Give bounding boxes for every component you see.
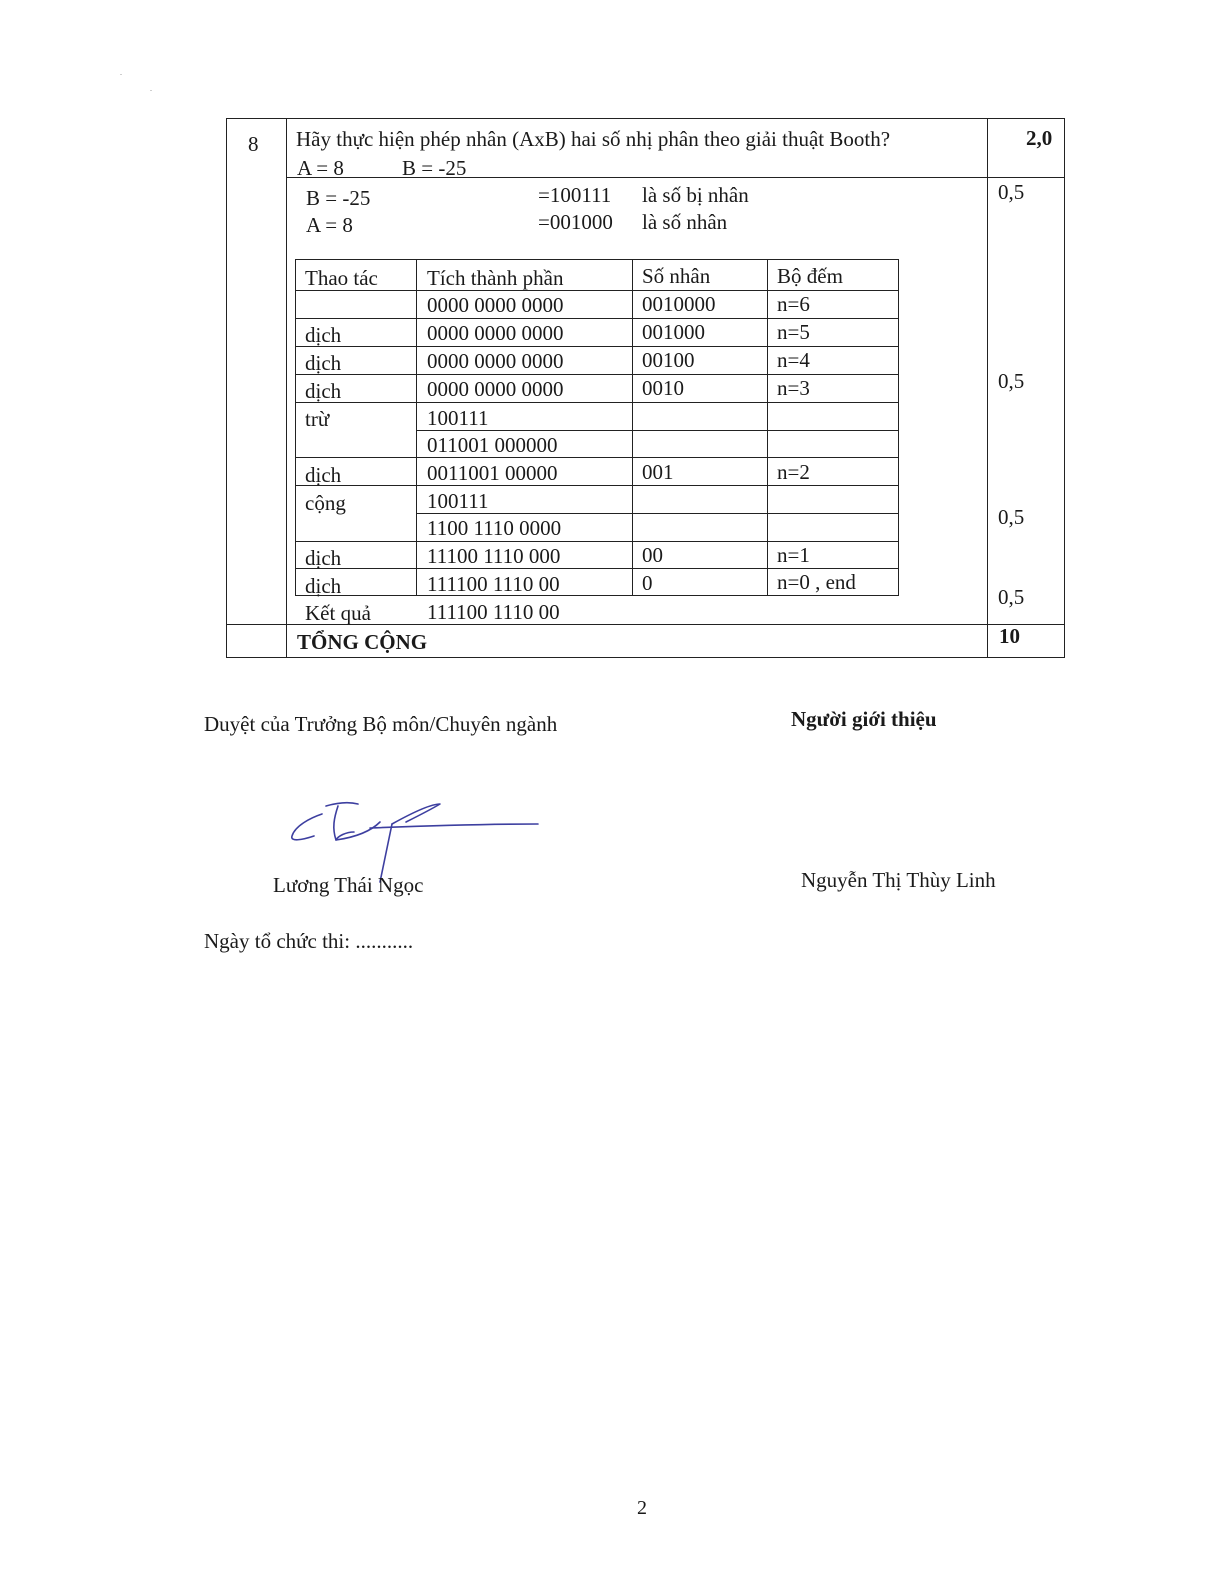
booth-cell: n=4 (777, 348, 810, 372)
setup-a-binary: =001000 (538, 210, 613, 234)
booth-cell: 00 (642, 543, 663, 567)
booth-cell: 0010 (642, 376, 684, 400)
setup-a-desc: là số nhân (642, 210, 728, 234)
introducer-name: Nguyễn Thị Thùy Linh (801, 868, 996, 892)
question-prompt: Hãy thực hiện phép nhân (AxB) hai số nhị phân theo giải thuật Booth? (296, 127, 891, 151)
booth-row-line (295, 568, 899, 569)
booth-col-divider (632, 259, 633, 596)
setup-b-binary: =100111 (538, 183, 612, 207)
introducer-title: Người giới thiệu (791, 707, 937, 731)
booth-cell: trừ (305, 407, 330, 431)
setup-b-label: B = -25 (306, 186, 371, 210)
table-divider (987, 118, 988, 658)
setup-b-desc: là số bị nhân (642, 183, 749, 207)
result-value: 111100 1110 00 (427, 600, 560, 624)
booth-row-line (295, 457, 899, 458)
booth-row-line (295, 485, 899, 486)
score-2: 0,5 (998, 369, 1025, 393)
table-divider (286, 118, 287, 658)
booth-col-divider (416, 259, 417, 596)
total-value: 10 (999, 624, 1020, 648)
booth-cell: n=3 (777, 376, 810, 400)
booth-cell: 001000 (642, 320, 705, 344)
booth-cell: n=0 , end (777, 570, 856, 594)
booth-cell: n=1 (777, 543, 810, 567)
score-1: 0,5 (998, 180, 1025, 204)
booth-cell: 1100 1110 0000 (427, 516, 562, 540)
approver-name: Lương Thái Ngọc (273, 873, 424, 897)
booth-header: Tích thành phần (427, 266, 564, 290)
booth-cell: 0 (642, 571, 653, 595)
booth-row-line (416, 430, 899, 431)
page-number: 2 (637, 1497, 647, 1519)
booth-header: Bộ đếm (777, 264, 843, 288)
booth-cell: dịch (305, 546, 342, 570)
booth-col-divider (767, 259, 768, 596)
booth-cell: dịch (305, 463, 342, 487)
booth-row-line (295, 541, 899, 542)
booth-cell: n=2 (777, 460, 810, 484)
booth-cell: dịch (305, 574, 342, 598)
booth-cell: 011001 000000 (427, 433, 558, 457)
booth-row-line (295, 402, 899, 403)
booth-header: Thao tác (305, 266, 378, 290)
question-number: 8 (248, 132, 259, 156)
booth-cell: cộng (305, 491, 346, 515)
booth-cell: n=6 (777, 292, 810, 316)
booth-cell: 0000 0000 0000 (427, 377, 564, 401)
booth-cell: dịch (305, 351, 342, 375)
booth-cell: 0000 0000 0000 (427, 321, 564, 345)
score-3: 0,5 (998, 505, 1025, 529)
booth-cell: 100111 (427, 489, 489, 513)
total-label: TỔNG CỘNG (297, 630, 428, 654)
booth-row-line (295, 346, 899, 347)
setup-a-label: A = 8 (306, 213, 353, 237)
booth-cell: 100111 (427, 406, 489, 430)
exam-date: Ngày tổ chức thi: ........... (204, 929, 414, 953)
booth-cell: 0011001 00000 (427, 461, 558, 485)
booth-row-line (416, 513, 899, 514)
booth-cell: dịch (305, 379, 342, 403)
booth-row-line (295, 318, 899, 319)
booth-cell: 00100 (642, 348, 695, 372)
booth-cell: 0000 0000 0000 (427, 293, 564, 317)
approver-title: Duyệt của Trưởng Bộ môn/Chuyên ngành (204, 712, 558, 736)
booth-cell: 001 (642, 460, 674, 484)
booth-cell: 0000 0000 0000 (427, 349, 564, 373)
booth-row-line (295, 290, 899, 291)
booth-cell: n=5 (777, 320, 810, 344)
given-a: A = 8 (297, 156, 344, 180)
question-points: 2,0 (1026, 126, 1053, 150)
booth-cell: 0010000 (642, 292, 716, 316)
result-label: Kết quả (305, 601, 371, 625)
booth-cell: 111100 1110 00 (427, 572, 560, 596)
booth-row-line (295, 374, 899, 375)
booth-cell: dịch (305, 323, 342, 347)
score-4: 0,5 (998, 585, 1025, 609)
booth-header: Số nhân (642, 264, 711, 288)
given-b: B = -25 (402, 156, 467, 180)
booth-cell: 11100 1110 000 (427, 544, 561, 568)
